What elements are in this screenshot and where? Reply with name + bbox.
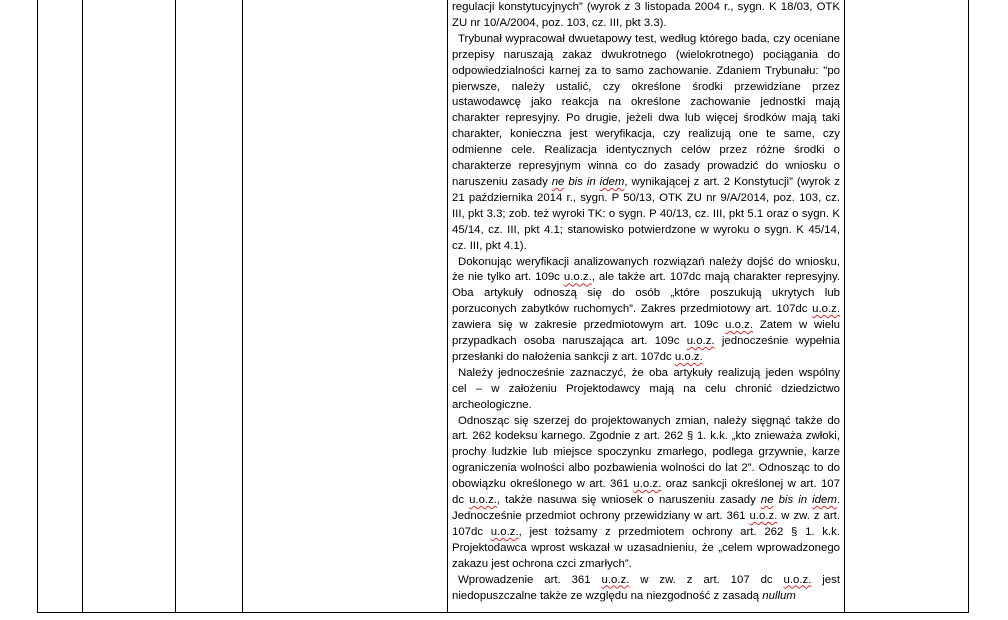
spellcheck-flagged-word: u.o.z. [633,478,662,491]
text-run: regulacji konstytucyjnych” (wyrok z 3 listopada 2004 r., sygn. K 18/03, OTK ZU nr 10/A/2004, poz. 103, cz. III, pkt 3.3). [452,1,840,29]
spellcheck-flagged-word: ne [760,494,774,507]
spellcheck-flagged-word: u.o.z. [749,510,778,522]
table-column-divider [447,0,448,612]
spellcheck-flagged-word: ne [551,175,565,188]
italic-term: nullum [762,589,796,602]
spellcheck-flagged-word: u.o.z. [469,494,497,507]
italic-term: bis in [568,175,596,188]
text-run: , jest tożsamy z przedmiotem ochrony art. 262 § 1. k.k. Projektodawca wprost wskazał w uzasadnieniu, że „celem wprowadzonego zakazu jest ochrona czci zmarłych”. [452,525,840,570]
text-run: , ale także art. 107dc mają charakter represyjny. Oba artykuły odnoszą się do osób „które poszukują ukrytych lub porzuconych zabytków ruchomych”. Zakres przedmiotowy art. 107dc [452,271,840,316]
text-run: Dokonując weryfikacji analizowanych rozwiązań należy dojść do wniosku, że nie tylko art. 109c [452,255,840,284]
text-run: jednocześnie wypełnia przesłanki do nałożenia sankcji z art. 107dc [452,335,840,363]
text-run: oraz sankcji określonej w art. 107 dc [452,478,840,507]
text-run: Wprowadzenie art. 361 [458,573,602,586]
table-column-divider [242,0,243,612]
spellcheck-flagged-word: u.o.z. [490,525,519,538]
table-column-divider [175,0,176,612]
table-column-divider [844,0,845,612]
spellcheck-flagged-word: idem [812,494,837,507]
table-border-left [37,0,38,612]
text-run: , wynikającej z art. 2 Konstytucji” (wyrok z 21 października 2014 r., sygn. P 50/13, OTK ZU nr 9/A/2014, poz. 103, cz. III, pkt 3.3; zob. też wyroki TK: o sygn. P 40/13, cz. III, pkt 5.1 oraz o sygn. K 45/14, cz. III, pkt 4.1; stanowisko potwierdzone w wyroku o sygn. K 45/14, cz. III, pkt 4.1). [452,175,840,252]
text-run: jest niedopuszczalne także ze względu na niezgodność z zasadą [452,573,840,602]
spellcheck-flagged-word: u.o.z. [725,319,754,332]
paragraph [452,573,840,605]
italic-term: bis in [778,494,808,507]
spellcheck-flagged-word: u.o.z. [674,350,703,363]
table-row-bottom-border [37,612,969,613]
spellcheck-flagged-word: u.o.z. [812,303,840,316]
spellcheck-flagged-word: u.o.z. [783,573,812,586]
paragraph [452,366,840,414]
paragraph [452,0,840,32]
text-run: . Jednocześnie przedmiot ochrony przewidziany w art. 361 [452,494,841,522]
text-run: zawiera się w zakresie przedmiotowym art. 109c [452,319,726,332]
paragraph [452,414,840,573]
text-run: , także nasuwa się wniosek o naruszeniu zasady [496,494,761,507]
text-run: Odnosząc się szerzej do projektowanych zmian, należy sięgnąć także do art. 262 kodeksu karnego. Zgodnie z art. 262 § 1. k.k. „kto znieważa zwłoki, prochy ludzkie lub miejsce spoczynku zmarłego, podlega grzywnie, karze ograniczenia wolności albo pozbawienia wolności do lat 2”. Odnosząc to do obowiązku określonego w art. 361 [452,414,840,491]
text-run: Trybunał wypracował dwuetapowy test, według którego bada, czy oceniane przepisy naruszają zakaz dwukrotnego (wielokrotnego) pociągania do odpowiedzialności karnej za to samo zachowanie. Zdaniem Trybunału: "po pierwsze, należy ustalić, czy określone środki przewidziane przez ustawodawcę jako reakcja na określone zachowanie jednostki mają charakter represyjny. Po drugie, jeżeli dwa lub więcej środków mają taki charakter, konieczna jest weryfikacja, czy realizują one te same, czy odmienne cele. Realizacja identycznych celów przez różne środki o charakterze represyjnym winna co do zasady prowadzić do wniosku o naruszeniu zasady [452,32,840,188]
spellcheck-flagged-word: u.o.z. [563,271,592,284]
table-cell-comment-text [452,0,840,604]
text-run: w zw. z art. 107 dc [629,573,784,586]
text-run: Należy jednocześnie zaznaczyć, że oba artykuły realizują jeden wspólny cel – w założeniu Projektodawcy mają na celu chronić dziedzictwo archeologiczne. [452,366,840,411]
table-column-divider [82,0,83,612]
paragraph [452,32,840,255]
spellcheck-flagged-word: idem [599,175,625,188]
text-run: w zw. z art. 107dc [452,510,840,538]
text-run: Zatem w wielu przypadkach osoba naruszająca art. 109c [452,319,840,348]
spellcheck-flagged-word: u.o.z. [686,335,715,348]
table-border-right [968,0,969,612]
spellcheck-flagged-word: u.o.z. [601,573,630,586]
paragraph [452,255,840,366]
